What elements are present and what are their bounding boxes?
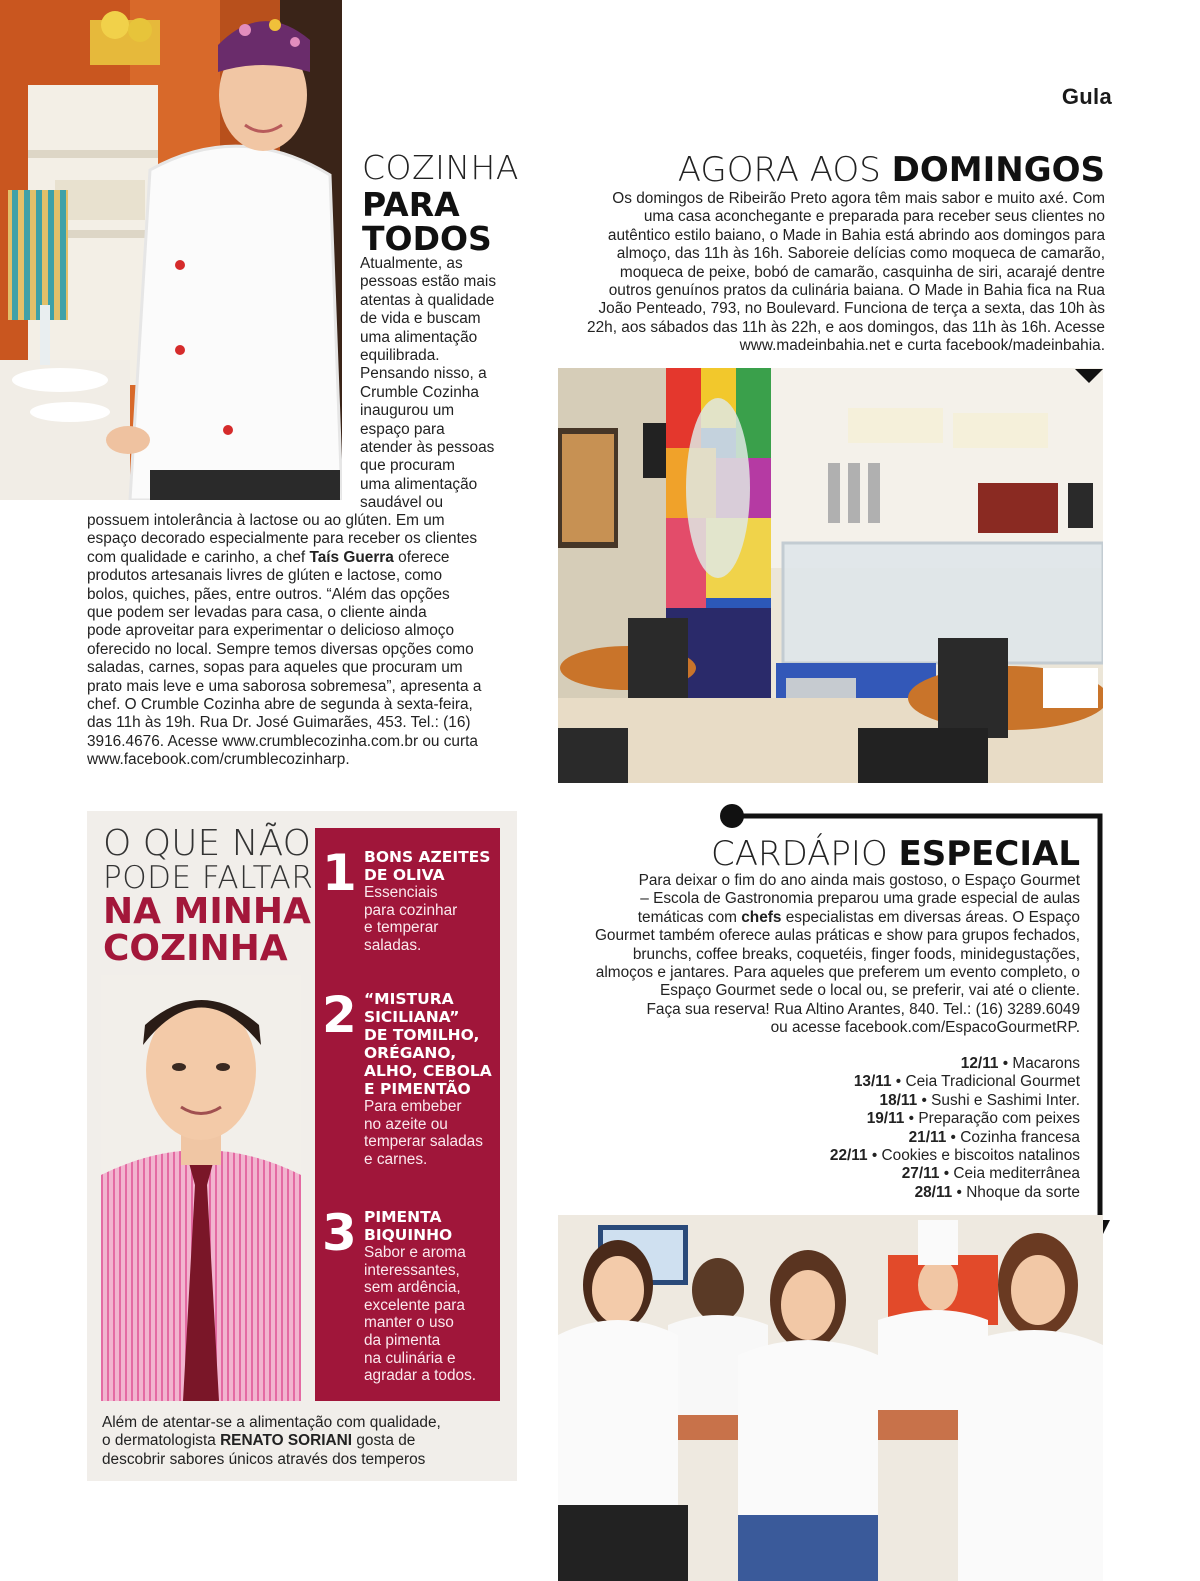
text-line: possuem intolerância à lactose ou ao glúten. Em um: [87, 512, 445, 529]
chef-photo: [0, 0, 342, 500]
chefs-group-photo: [558, 1215, 1103, 1581]
text-line: Os domingos de Ribeirão Preto agora têm mais sabor e muito axé. Com: [612, 190, 1105, 207]
tip-text-line: saladas.: [364, 936, 422, 954]
text-line: outros genuínos pratos da culinária baiana. O Made in Bahia fica na Rua: [608, 282, 1105, 300]
tip-text-line: da pimenta: [364, 1331, 441, 1349]
text-line: de vida e buscam: [360, 310, 481, 328]
schedule-date: 28/11: [914, 1183, 953, 1201]
text-line: equilibrada.: [360, 347, 440, 365]
tip-title-line: ORÉGANO,: [364, 1044, 457, 1062]
tip-1: [364, 848, 498, 954]
domingos-body: [558, 190, 1105, 356]
tip-title-line: SICILIANA”: [364, 1008, 460, 1026]
faltar-caption: [102, 1414, 502, 1469]
text-line: www.madeinbahia.net e curta facebook/madeinbahia.: [739, 337, 1105, 355]
text-line: produtos artesanais livres de glúten e lactose, como: [87, 567, 443, 585]
tip-number-2: 2: [322, 986, 357, 1044]
text-line: 3916.4676. Acesse www.crumblecozinha.com.br ou curta: [87, 732, 478, 750]
text-line: espaço decorado especialmente para receber os clientes: [87, 530, 478, 548]
tip-2: [364, 990, 498, 1168]
tip-text-line: Essenciais: [364, 884, 438, 901]
tip-title-line: E PIMENTÃO: [364, 1080, 471, 1098]
faltar-title-1: O QUE NÃO: [103, 823, 311, 864]
schedule-separator: •: [904, 1110, 919, 1128]
cozinha-narrow-column: [360, 255, 520, 513]
text-line: Para deixar o fim do ano ainda mais gostoso, o Espaço Gourmet: [638, 872, 1080, 889]
tip-title-line: BONS AZEITES: [364, 848, 491, 866]
tip-text-line: e carnes.: [364, 1150, 428, 1168]
cardapio-title-light: CARDÁPIO: [710, 834, 899, 874]
text-line: pode aproveitar para experimentar o delicioso almoço: [87, 622, 455, 640]
section-label: Gula: [1061, 84, 1112, 109]
text-line: Pensando nisso, a: [360, 365, 487, 383]
cardapio-title-bold: ESPECIAL: [898, 834, 1080, 874]
schedule-row: [760, 1165, 1080, 1183]
faltar-title-4: COZINHA: [103, 928, 288, 969]
tip-text-line: sem ardência,: [364, 1279, 461, 1297]
text-fragment: com qualidade e carinho, a chef: [87, 548, 310, 566]
tip-text-line: interessantes,: [364, 1261, 460, 1279]
tip-title-line: ALHO, CEBOLA: [364, 1062, 492, 1080]
tip-text-line: no azeite ou: [364, 1115, 448, 1133]
cozinha-wide-column: [87, 512, 519, 770]
text-line: Além de atentar-se a alimentação com qualidade,: [102, 1414, 441, 1431]
text-line: – Escola de Gastronomia preparou uma grade especial de aulas: [640, 890, 1080, 908]
tip-text-line: na culinária e: [364, 1349, 456, 1367]
restaurant-photo: [558, 368, 1103, 783]
text-line: autêntico estilo baiano, o Made in Bahia está abrindo aos domingos para: [607, 226, 1105, 244]
text-line: [87, 549, 519, 567]
schedule-separator: •: [917, 1091, 932, 1109]
tip-text-line: temperar saladas: [364, 1133, 483, 1151]
text-line: brunchs, coffee breaks, coquetéis, finger foods, minidegustações,: [632, 945, 1080, 963]
tip-text-line: para cozinhar: [364, 901, 458, 919]
text-line: [102, 1432, 502, 1450]
tip-text-line: Para embeber: [364, 1098, 462, 1115]
tip-title-line: “MISTURA: [364, 990, 454, 1008]
cozinha-title-bold-2: TODOS: [362, 219, 492, 258]
text-fragment: oferece: [393, 548, 450, 566]
schedule-date: 22/11: [829, 1147, 868, 1165]
text-line: espaço para: [360, 420, 445, 438]
cardapio-title: [700, 834, 1080, 874]
text-line: ou acesse facebook.com/EspacoGourmetRP.: [770, 1019, 1080, 1037]
tip-title-line: DE OLIVA: [364, 866, 445, 884]
tip-title-line: PIMENTA: [364, 1208, 442, 1226]
schedule-event: Sushi e Sashimi Inter.: [931, 1091, 1080, 1109]
tip-text-line: Sabor e aroma: [364, 1244, 466, 1261]
tip-text-line: excelente para: [364, 1296, 465, 1314]
text-line: [560, 909, 1080, 927]
schedule-event: Nhoque da sorte: [966, 1183, 1080, 1201]
text-fragment: o dermatologista: [102, 1432, 221, 1450]
schedule-date: 13/11: [853, 1073, 892, 1091]
faltar-title-2: PODE FALTAR: [103, 860, 314, 896]
dermatologist-name: RENATO SORIANI: [220, 1432, 353, 1450]
schedule-separator: •: [939, 1165, 954, 1183]
schedule-row: [760, 1129, 1080, 1147]
text-line: uma alimentação: [360, 475, 478, 493]
tip-title-line: BIQUINHO: [364, 1226, 453, 1244]
text-fragment: temáticas com: [637, 908, 742, 926]
text-line: atender às pessoas: [360, 439, 495, 457]
text-line: que procuram: [360, 457, 455, 475]
schedule-date: 21/11: [908, 1128, 947, 1146]
text-line: uma casa aconchegante e preparada para receber seus clientes no: [643, 208, 1105, 226]
schedule-separator: •: [867, 1147, 882, 1165]
text-line: das 11h às 19h. Rua Dr. José Guimarães, 453. Tel.: (16): [87, 714, 471, 732]
schedule-event: Ceia mediterrânea: [953, 1165, 1080, 1183]
text-line: bolos, quiches, pães, entre outros. “Além das opções: [87, 585, 450, 603]
cozinha-title-light: COZINHA: [362, 148, 519, 187]
text-line: saladas, carnes, sopas para aqueles que procuram um: [87, 659, 463, 677]
tip-number-3: 3: [322, 1204, 357, 1262]
schedule-date: 18/11: [879, 1091, 918, 1109]
domingos-title-bold: DOMINGOS: [891, 150, 1105, 190]
text-line: moqueca de peixe, bobó de camarão, casquinha de siri, acarajé dentre: [619, 263, 1105, 281]
text-line: Crumble Cozinha: [360, 383, 479, 401]
domingos-title-light: AGORA AOS: [677, 150, 892, 190]
text-line: oferecido no local. Sempre temos diversas opções como: [87, 640, 474, 658]
schedule-event: Ceia Tradicional Gourmet: [905, 1073, 1080, 1091]
text-fragment: gosta de: [352, 1432, 416, 1450]
tip-3: [364, 1208, 498, 1385]
text-line: atentas à qualidade: [360, 291, 495, 309]
text-fragment: especialistas em diversas áreas. O Espaço: [781, 908, 1080, 926]
text-line: almoço, das 11h às 16h. Saboreie delícias como moqueca de camarão,: [616, 245, 1105, 263]
text-line: Gourmet também oferece aulas práticas e show para grupos fechados,: [594, 927, 1080, 945]
schedule-event: Preparação com peixes: [918, 1110, 1080, 1128]
schedule-row: [760, 1184, 1080, 1202]
text-line: 22h, aos sábados das 11h às 22h, e aos domingos, das 11h às 16h. Acesse: [587, 318, 1105, 336]
schedule-event: Cookies e biscoitos natalinos: [881, 1147, 1080, 1165]
schedule-date: 27/11: [901, 1165, 940, 1183]
text-line: chef. O Crumble Cozinha abre de segunda à sexta-feira,: [87, 696, 473, 714]
schedule-date: 19/11: [866, 1110, 905, 1128]
text-line: prato mais leve e uma saborosa sobremesa”, apresenta a: [87, 677, 482, 695]
text-line: pessoas estão mais: [360, 273, 497, 291]
schedule-separator: •: [952, 1183, 967, 1201]
tip-text-line: e temperar: [364, 919, 439, 937]
text-line: que podem ser levadas para casa, o cliente ainda: [87, 604, 427, 622]
schedule-row: [760, 1055, 1080, 1073]
text-line: Faça sua reserva! Rua Altino Arantes, 840. Tel.: (16) 3289.6049: [646, 1000, 1080, 1018]
tip-title-line: DE TOMILHO,: [364, 1026, 480, 1044]
schedule-row: [760, 1073, 1080, 1091]
text-line: Espaço Gourmet sede o local ou, se preferir, vai até o cliente.: [659, 982, 1080, 1000]
text-line: João Penteado, 793, no Boulevard. Funciona de terça a sexta, das 10h às: [598, 300, 1105, 318]
schedule-event: Macarons: [1012, 1055, 1080, 1072]
text-line: inaugurou um: [360, 402, 455, 420]
chefs-bold: chefs: [741, 908, 782, 926]
text-line: saudável ou: [360, 494, 444, 512]
schedule-separator: •: [998, 1055, 1013, 1072]
tip-number-1: 1: [322, 844, 357, 902]
text-line: www.facebook.com/crumblecozinharp.: [87, 751, 350, 769]
domingos-title: [560, 150, 1105, 190]
cardapio-body: [560, 872, 1080, 1038]
schedule-event: Cozinha francesa: [960, 1128, 1080, 1146]
text-line: descobrir sabores únicos através dos temperos: [102, 1450, 426, 1468]
corner-triangle-icon: [1075, 369, 1103, 385]
dermatologist-photo: [101, 975, 301, 1401]
schedule-separator: •: [891, 1073, 906, 1091]
class-schedule: [760, 1055, 1080, 1202]
schedule-row: [760, 1092, 1080, 1110]
text-line: Atualmente, as: [360, 255, 463, 272]
text-line: uma alimentação: [360, 328, 478, 346]
cozinha-title-bold-1: PARA: [362, 185, 460, 224]
schedule-separator: •: [946, 1128, 961, 1146]
faltar-title-3: NA MINHA: [103, 891, 311, 932]
chef-name: Taís Guerra: [309, 548, 394, 566]
schedule-row: [760, 1147, 1080, 1165]
tip-text-line: manter o uso: [364, 1314, 454, 1332]
schedule-date: 12/11: [960, 1055, 999, 1072]
schedule-row: [760, 1110, 1080, 1128]
text-line: almoços e jantares. Para aqueles que preferem um evento completo, o: [595, 964, 1080, 982]
tip-text-line: agradar a todos.: [364, 1367, 477, 1385]
